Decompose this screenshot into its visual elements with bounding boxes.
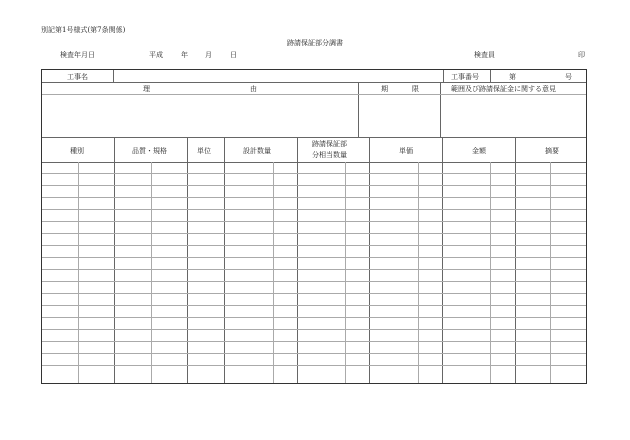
row-line xyxy=(42,329,586,330)
opinion-field[interactable] xyxy=(441,95,586,137)
col-unit: 単位 xyxy=(197,147,211,155)
row-line xyxy=(42,353,586,354)
work-number-label: 工事番号 xyxy=(451,73,479,81)
sub-divider xyxy=(78,162,79,383)
row-line xyxy=(42,269,586,270)
work-name-label: 工事名 xyxy=(67,73,88,81)
row-line xyxy=(42,245,586,246)
sub-divider xyxy=(151,162,152,383)
inspection-date-label: 検査年月日 xyxy=(60,51,95,59)
col-portion-qty-line2: 分相当数量 xyxy=(312,151,347,159)
divider xyxy=(42,162,586,163)
month-label: 月 xyxy=(205,51,212,59)
opinion-heading: 範囲及び跡請保証金に関する意見 xyxy=(451,85,556,93)
sub-divider xyxy=(345,162,346,383)
sub-divider xyxy=(490,162,491,383)
row-line xyxy=(42,197,586,198)
reason-heading-ri: 理 xyxy=(143,85,150,93)
work-name-field[interactable] xyxy=(114,70,486,82)
sub-divider xyxy=(273,162,274,383)
period-heading-ki: 期 xyxy=(381,85,388,93)
row-line xyxy=(42,185,586,186)
row-line xyxy=(42,173,586,174)
row-line xyxy=(42,209,586,210)
form-table xyxy=(41,69,587,384)
divider xyxy=(490,70,491,82)
era-label: 平成 xyxy=(149,51,163,59)
col-type: 種別 xyxy=(70,147,84,155)
col-quality: 品質・規格 xyxy=(132,147,167,155)
work-number-gou: 号 xyxy=(565,73,572,81)
sub-divider xyxy=(418,162,419,383)
col-unit-price: 単価 xyxy=(399,147,413,155)
period-heading-gen: 限 xyxy=(412,85,419,93)
row-line xyxy=(42,341,586,342)
year-label: 年 xyxy=(181,51,188,59)
row-line xyxy=(42,317,586,318)
inspector-label: 検査員 xyxy=(474,51,495,59)
row-line xyxy=(42,293,586,294)
row-line xyxy=(42,365,586,366)
reason-heading-yu: 由 xyxy=(250,85,257,93)
work-number-dai: 第 xyxy=(509,73,516,81)
seal-mark: 印 xyxy=(578,51,585,59)
row-line xyxy=(42,281,586,282)
period-field[interactable] xyxy=(359,95,440,137)
sub-divider xyxy=(550,162,551,383)
divider xyxy=(42,82,586,83)
divider xyxy=(443,70,444,82)
col-amount: 金額 xyxy=(472,147,486,155)
col-design-qty: 設計数量 xyxy=(243,147,271,155)
divider xyxy=(42,137,586,138)
row-line xyxy=(42,233,586,234)
row-line xyxy=(42,221,586,222)
document-title: 跡請保証部分調書 xyxy=(287,39,343,47)
reason-field[interactable] xyxy=(42,95,358,137)
day-label: 日 xyxy=(230,51,237,59)
col-portion-qty-line1: 跡請保証部 xyxy=(312,140,347,148)
form-id: 別記第1号様式(第7条関係) xyxy=(41,26,126,34)
row-line xyxy=(42,305,586,306)
row-line xyxy=(42,257,586,258)
col-remarks: 摘要 xyxy=(545,147,559,155)
